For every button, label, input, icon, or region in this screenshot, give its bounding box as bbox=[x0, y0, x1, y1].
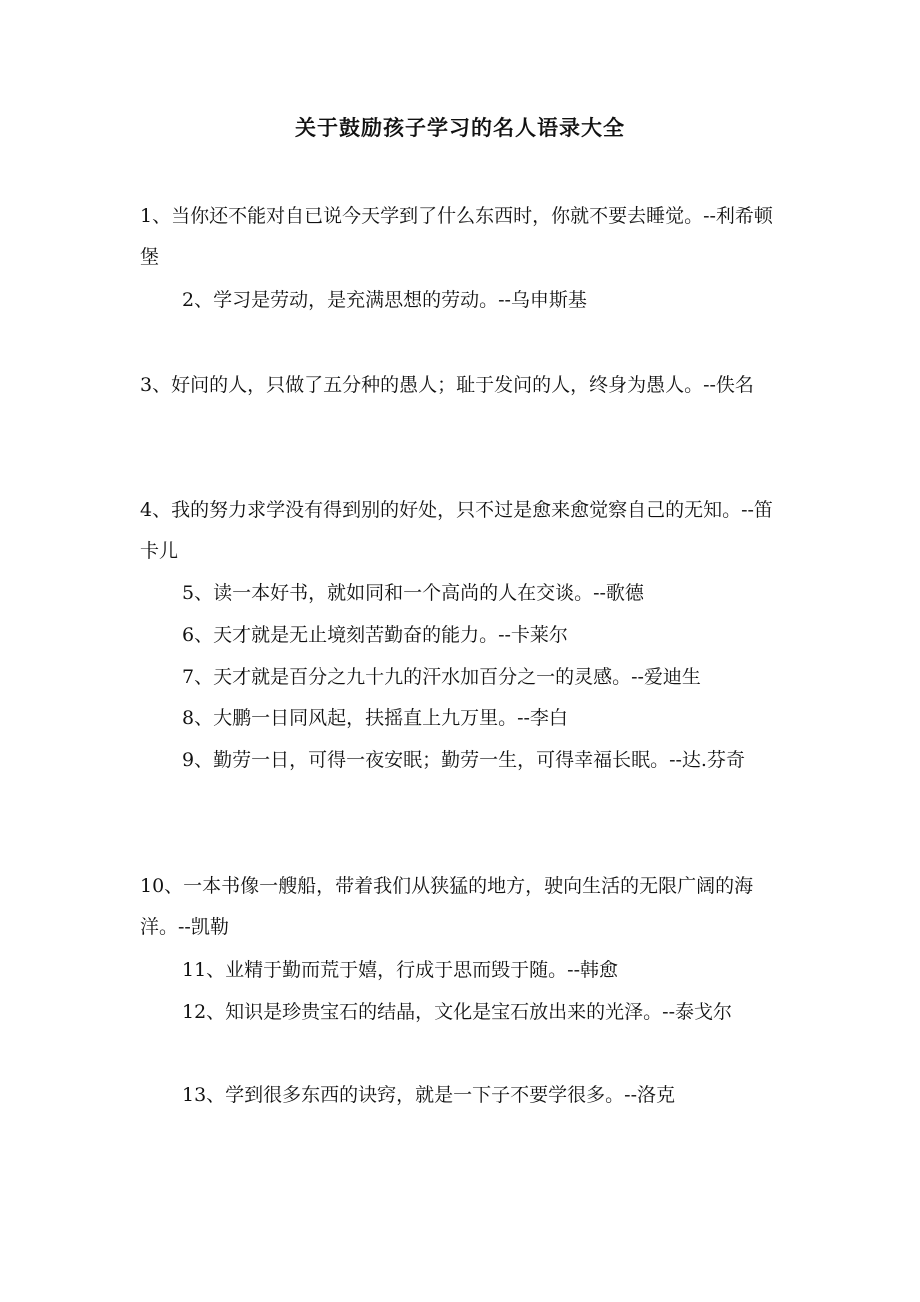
document-title: 关于鼓励孩子学习的名人语录大全 bbox=[295, 115, 625, 140]
quote-10: 10、一本书像一艘船，带着我们从狭猛的地方，驶向生活的无限广阔的海洋。--凯勒 bbox=[140, 875, 754, 938]
quote-12: 12、知识是珍贵宝石的结晶，文化是宝石放出来的光泽。--泰戈尔 bbox=[182, 1001, 733, 1023]
quote-9: 9、勤劳一日，可得一夜安眠；勤劳一生，可得幸福长眠。--达.芬奇 bbox=[182, 749, 745, 771]
quote-13: 13、学到很多东西的诀窍，就是一下子不要学很多。--洛克 bbox=[182, 1084, 676, 1106]
quote-1: 1、当你还不能对自已说今天学到了什么东西时，你就不要去睡觉。--利希顿堡 bbox=[140, 205, 773, 268]
quote-3: 3、好问的人，只做了五分种的愚人；耻于发问的人，终身为愚人。--佚名 bbox=[140, 374, 754, 396]
quote-7: 7、天才就是百分之九十九的汗水加百分之一的灵感。--爱迪生 bbox=[182, 666, 701, 688]
quote-4: 4、我的努力求学没有得到别的好处，只不过是愈来愈觉察自己的无知。--笛卡儿 bbox=[140, 499, 773, 562]
quote-2: 2、学习是劳动，是充满思想的劳动。--乌申斯基 bbox=[182, 289, 587, 311]
quote-11: 11、业精于勤而荒于嬉，行成于思而毁于随。--韩愈 bbox=[182, 959, 619, 981]
quote-6: 6、天才就是无止境刻苦勤奋的能力。--卡莱尔 bbox=[182, 624, 568, 646]
quote-8: 8、大鹏一日同风起，扶摇直上九万里。--李白 bbox=[182, 707, 568, 729]
quote-5: 5、读一本好书，就如同和一个高尚的人在交谈。--歌德 bbox=[182, 582, 644, 604]
